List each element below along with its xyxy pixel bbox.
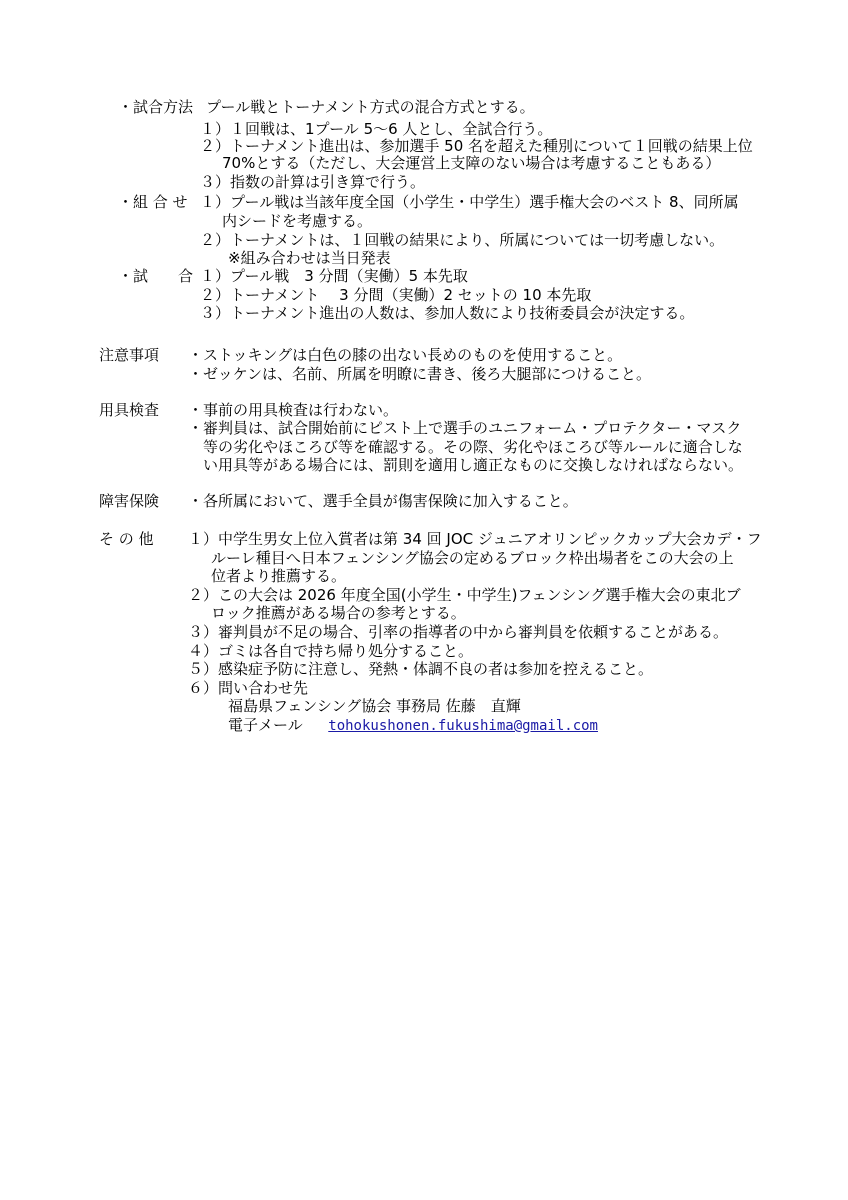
pairing-item-1-cont: 内シードを考慮する。 bbox=[222, 212, 373, 230]
pairing-item-1: １）プール戦は当該年度全国（小学生・中学生）選手権大会のベスト 8、同所属 bbox=[200, 193, 739, 211]
other-item-1: １）中学生男女上位入賞者は第 34 回 JOC ジュニアオリンピックカップ大会カデ・フ bbox=[188, 530, 762, 548]
bout-item-1: １）プール戦 3 分間（実働）5 本先取 bbox=[200, 267, 468, 285]
bout-label: ・試 合 bbox=[118, 267, 194, 285]
match-method-item-2: ２）トーナメント進出は、参加選手 50 名を超えた種別について１回戦の結果上位 bbox=[200, 137, 753, 155]
equipment-item-2-cont-2: い用具等がある場合には、罰則を適用し適正なものに交換しなければならない。 bbox=[203, 456, 744, 474]
other-item-2: ２）この大会は 2026 年度全国(小学生・中学生)フェンシング選手権大会の東北ブ bbox=[188, 586, 741, 604]
other-item-1-cont-1: ルーレ種目へ日本フェンシング協会の定めるブロック枠出場者をこの大会の上 bbox=[211, 549, 734, 567]
match-method-text: プール戦とトーナメント方式の混合方式とする。 bbox=[206, 98, 535, 116]
notes-item-2: ・ゼッケンは、名前、所属を明瞭に書き、後ろ大腿部につけること。 bbox=[188, 365, 652, 383]
pairing-note: ※組み合わせは当日発表 bbox=[228, 249, 391, 267]
equipment-label: 用具検査 bbox=[99, 401, 160, 419]
email-label: 電子メール bbox=[228, 716, 303, 734]
equipment-item-2-cont-1: 等の劣化やほころび等を確認する。その際、劣化やほころび等ルールに適合しな bbox=[203, 438, 743, 456]
equipment-item-2: ・審判員は、試合開始前にピスト上で選手のユニフォーム・プロテクター・マスク bbox=[188, 419, 742, 437]
match-method-item-2-cont: 70%とする（ただし、大会運営上支障のない場合は考慮することもある） bbox=[222, 154, 721, 172]
notes-item-1: ・ストッキングは白色の膝の出ない長めのものを使用すること。 bbox=[188, 346, 623, 364]
insurance-item-1: ・各所属において、選手全員が傷害保険に加入すること。 bbox=[188, 492, 578, 510]
pairing-label: ・組 合 せ bbox=[118, 193, 188, 211]
bout-item-3: ３）トーナメント進出の人数は、参加人数により技術委員会が決定する。 bbox=[200, 304, 695, 322]
notes-label: 注意事項 bbox=[99, 346, 160, 364]
match-method-label: ・試合方法 bbox=[118, 98, 194, 116]
other-item-2-cont: ロック推薦がある場合の参考とする。 bbox=[211, 604, 466, 622]
other-item-3: ３）審判員が不足の場合、引率の指導者の中から審判員を依頼することがある。 bbox=[188, 623, 729, 641]
other-item-4: ４）ゴミは各自で持ち帰り処分すること。 bbox=[188, 642, 474, 660]
other-item-6: ６）問い合わせ先 bbox=[188, 679, 309, 697]
contact-organization: 福島県フェンシング協会 事務局 佐藤 直輝 bbox=[228, 697, 521, 715]
contact-email-row bbox=[228, 715, 598, 736]
other-label: そ の 他 bbox=[99, 530, 154, 548]
pairing-item-2: ２）トーナメントは、１回戦の結果により、所属については一切考慮しない。 bbox=[200, 231, 725, 249]
email-link[interactable]: tohokushonen.fukushima@gmail.com bbox=[328, 718, 598, 734]
other-item-1-cont-2: 位者より推薦する。 bbox=[211, 567, 347, 585]
other-item-5: ５）感染症予防に注意し、発熱・体調不良の者は参加を控えること。 bbox=[188, 660, 654, 678]
match-method-item-1: １）１回戦は、1プール 5～6 人とし、全試合行う。 bbox=[200, 120, 553, 138]
equipment-item-1: ・事前の用具検査は行わない。 bbox=[188, 401, 399, 419]
insurance-label: 障害保険 bbox=[99, 492, 160, 510]
bout-item-2: ２）トーナメント 3 分間（実働）2 セットの 10 本先取 bbox=[200, 286, 592, 304]
match-method-item-3: ３）指数の計算は引き算で行う。 bbox=[200, 173, 426, 191]
